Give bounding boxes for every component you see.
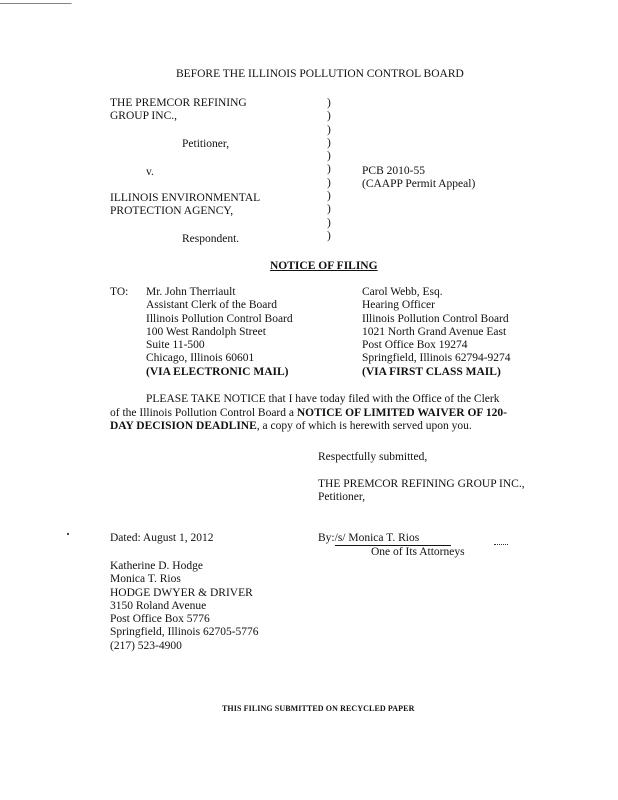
bracket: ) xyxy=(327,176,331,189)
margin-mark xyxy=(67,533,69,535)
notice-heading: NOTICE OF FILING xyxy=(270,260,378,272)
bracket: ) xyxy=(327,216,331,229)
address-line: Chicago, Illinois 60601 xyxy=(146,352,255,365)
bracket: ) xyxy=(327,136,331,149)
address-line: Mr. John Therriault xyxy=(146,286,236,298)
counsel-block xyxy=(110,560,259,653)
petitioner-name-line-1: THE PREMCOR REFINING xyxy=(110,97,247,109)
address-line: 100 West Randolph Street xyxy=(146,325,266,338)
case-number: PCB 2010-55 xyxy=(362,165,425,177)
signature-trailing-dots xyxy=(494,544,508,545)
scan-mark xyxy=(0,0,72,6)
bracket: ) xyxy=(327,163,331,176)
electronic-signature: /s/ Monica T. Rios xyxy=(335,532,451,546)
attorney-role: One of Its Attorneys xyxy=(371,546,465,558)
bracket: ) xyxy=(327,203,331,216)
bracket: ) xyxy=(327,190,331,203)
board-title: BEFORE THE ILLINOIS POLLUTION CONTROL BOARD xyxy=(176,68,464,80)
body-document-title: NOTICE OF LIMITED WAIVER OF 120-DAY DECISION DEADLINE xyxy=(110,406,507,433)
body-text: PLEASE TAKE NOTICE that I have today filed with the Office of the Clerk of the Illinois Pollution Control Board a xyxy=(110,393,500,419)
date-line: Dated: August 1, 2012 xyxy=(110,532,214,544)
counsel-line: Post Office Box 5776 xyxy=(110,613,210,626)
bracket: ) xyxy=(327,123,331,136)
respondent-name-line-2: PROTECTION AGENCY, xyxy=(110,205,234,217)
address-line: Springfield, Illinois 62794-9274 xyxy=(362,352,511,365)
versus: v. xyxy=(146,166,154,178)
counsel-line: Monica T. Rios xyxy=(110,573,181,586)
address-line: Suite 11-500 xyxy=(146,339,205,352)
body-text-end: , a copy of which is herewith served upon you. xyxy=(256,420,472,433)
petitioner-role: Petitioner, xyxy=(182,138,230,150)
closing: Respectfully submitted, xyxy=(318,451,428,463)
address-line: Post Office Box 19274 xyxy=(362,339,468,352)
bracket: ) xyxy=(327,97,331,109)
respondent-role: Respondent. xyxy=(182,233,240,245)
respondent-name-line-1: ILLINOIS ENVIRONMENTAL xyxy=(110,192,261,204)
address-line: Illinois Pollution Control Board xyxy=(146,312,293,325)
address-line: Assistant Clerk of the Board xyxy=(146,299,277,312)
caption-brackets xyxy=(327,97,331,243)
counsel-line: Katherine D. Hodge xyxy=(110,560,203,572)
bracket: ) xyxy=(327,150,331,163)
bracket: ) xyxy=(327,110,331,123)
address-line: Illinois Pollution Control Board xyxy=(362,312,509,325)
delivery-method: (VIA FIRST CLASS MAIL) xyxy=(362,365,501,378)
counsel-line: HODGE DWYER & DRIVER xyxy=(110,586,253,599)
address-line: 1021 North Grand Avenue East xyxy=(362,325,507,338)
petitioner-name-line-2: GROUP INC., xyxy=(110,110,177,122)
counsel-line: (217) 523-4900 xyxy=(110,639,182,652)
recycled-paper-note: THIS FILING SUBMITTED ON RECYCLED PAPER xyxy=(222,704,415,713)
signing-party: THE PREMCOR REFINING GROUP INC., xyxy=(318,478,525,490)
by-label: By: xyxy=(318,532,335,544)
to-label: TO: xyxy=(110,286,129,298)
counsel-line: 3150 Roland Avenue xyxy=(110,599,207,612)
signature-line xyxy=(318,532,451,546)
case-type: (CAAPP Permit Appeal) xyxy=(362,178,476,190)
bracket: ) xyxy=(327,229,331,242)
address-line: Hearing Officer xyxy=(362,299,435,312)
signing-party-role: Petitioner, xyxy=(318,491,366,503)
counsel-line: Springfield, Illinois 62705-5776 xyxy=(110,626,259,639)
recipient-hearing-officer xyxy=(362,286,511,379)
address-line: Carol Webb, Esq. xyxy=(362,286,443,298)
recipient-clerk xyxy=(146,286,293,379)
delivery-method: (VIA ELECTRONIC MAIL) xyxy=(146,365,289,378)
notice-body xyxy=(110,393,510,434)
